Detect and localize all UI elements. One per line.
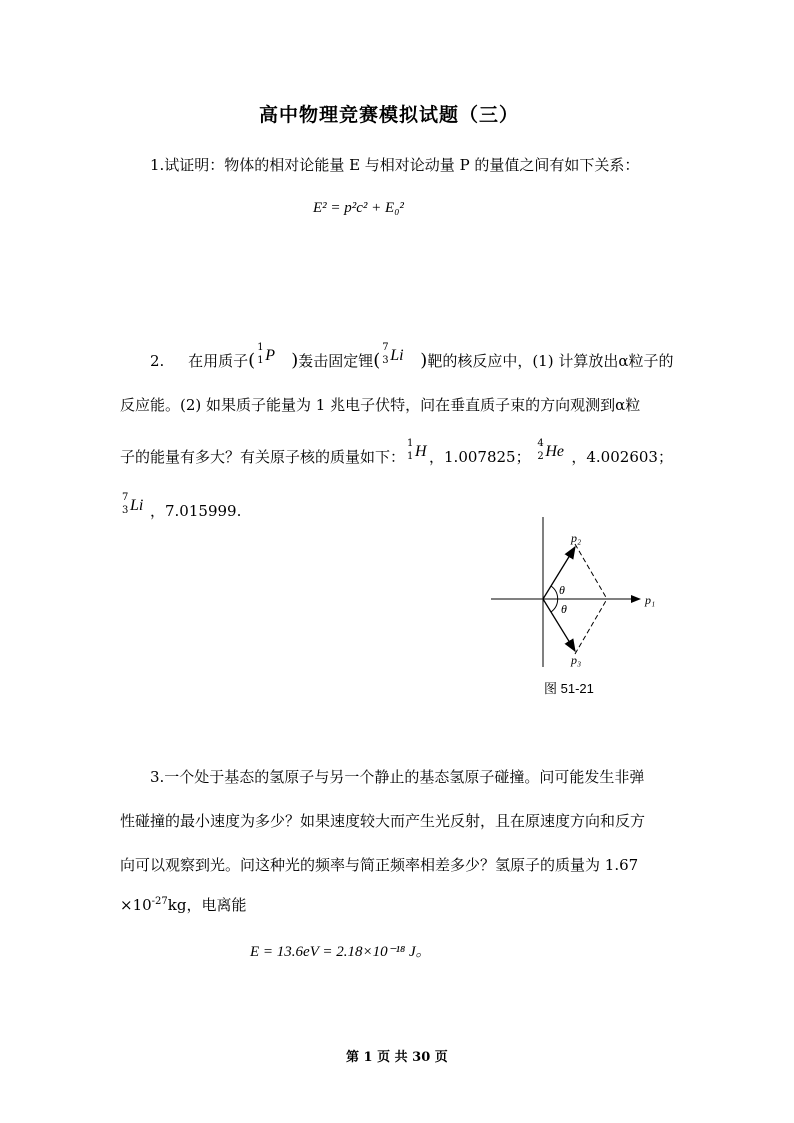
q3-line4 — [120, 894, 246, 915]
q3-formula: E = 13.6eV = 2.18×10⁻¹⁸ J。 — [250, 944, 431, 960]
page-footer: 第 1 页 共 30 页 — [346, 1050, 448, 1065]
hydrogen-mass: ，1.007825； — [429, 448, 531, 466]
helium-symbol: 4 2 He — [537, 438, 565, 462]
p1-label: p₁ — [645, 593, 656, 607]
q2-line4 — [120, 492, 242, 522]
q3-exponent: -27 — [151, 896, 168, 907]
q2-line3-text: 子的能量有多大？有关原子核的质量如下： — [120, 448, 406, 466]
q2-text-b: 轰击固定锂 — [298, 352, 374, 370]
q3-line2: 性碰撞的最小速度为多少？如果速度较大而产生光反射，且在原速度方向和反方 — [120, 812, 646, 830]
q1-formula: E² = p²c² + E₀² — [313, 200, 404, 216]
hydrogen-symbol: 1 1 H — [407, 438, 427, 462]
theta-upper: θ — [559, 583, 565, 597]
dashed-upper — [575, 544, 607, 599]
p3-arrow — [543, 599, 575, 651]
p3-label: p₃ — [571, 653, 582, 667]
lithium-mass: ，7.015999. — [150, 502, 242, 520]
p2-label: p₂ — [571, 531, 582, 545]
q1-text: 1.试证明：物体的相对论能量 E 与相对论动量 P 的量值之间有如下关系： — [150, 156, 640, 174]
q2-line1: 2. 在用质子( 1 1 P )轰击固定锂( 7 3 Li )靶的核反应中，(1) 计算放出α粒子的 — [150, 342, 674, 371]
q3-times-ten: ×10 — [120, 896, 152, 914]
q3-unit-text: kg，电离能 — [167, 896, 247, 914]
helium-mass: ，4.002603； — [571, 448, 673, 466]
proton-symbol: 1 1 P — [257, 342, 275, 366]
q2-line2: 反应能。(2) 如果质子能量为 1 兆电子伏特，问在垂直质子束的方向观测到α粒 — [120, 396, 641, 414]
q3-line3: 向可以观察到光。问这种光的频率与简正频率相差多少？氢原子的质量为 1.67 — [120, 856, 639, 874]
lithium-symbol: 7 3 Li — [382, 342, 404, 366]
q2-text-a: 在用质子 — [188, 352, 249, 370]
q2-text-c: 靶的核反应中，(1) 计算放出α粒子的 — [427, 352, 674, 370]
q3-line1: 3.一个处于基态的氢原子与另一个静止的基态氢原子碰撞。问可能发生非弹 — [150, 768, 645, 786]
lithium-symbol-2: 7 3 Li — [122, 492, 144, 516]
q2-number: 2. — [150, 352, 165, 370]
dashed-lower — [575, 599, 607, 654]
page-title: 高中物理竞赛模拟试题（三） — [259, 104, 520, 126]
q2-line3 — [120, 438, 673, 468]
momentum-diagram — [485, 512, 685, 682]
figure-caption: 图 51-21 — [544, 681, 594, 696]
theta-lower: θ — [561, 602, 567, 616]
